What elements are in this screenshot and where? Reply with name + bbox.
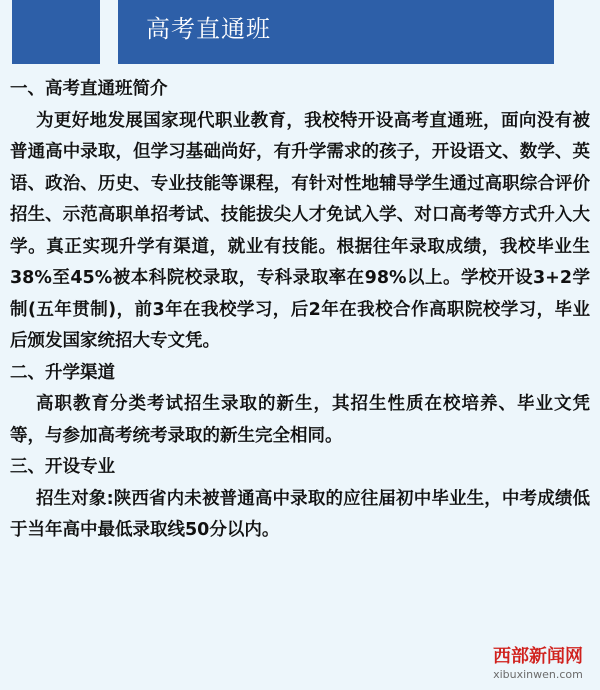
watermark-site-url: xibuxinwen.com <box>493 668 583 681</box>
section-channels <box>10 358 590 453</box>
section-heading: 三、开设专业 <box>10 457 115 477</box>
site-watermark <box>486 646 590 682</box>
document-content <box>10 74 590 547</box>
section-majors <box>10 452 590 547</box>
section-heading: 一、高考直通班简介 <box>10 79 168 99</box>
header-banner <box>118 0 554 64</box>
header-accent-block <box>12 0 100 64</box>
section-intro <box>10 74 590 358</box>
section-body: 招生对象:陕西省内未被普通高中录取的应往届初中毕业生，中考成绩低于当年高中最低录取线50分以内。 <box>10 488 590 540</box>
section-body: 为更好地发展国家现代职业教育，我校特开设高考直通班，面向没有被普通高中录取，但学习基础尚好，有升学需求的孩子，开设语文、数学、英语、政治、历史、专业技能等课程，有针对性地辅导学生通过高职综合评价招生、示范高职单招考试、技能拔尖人才免试入学、对口高考等方式升入大学。真正实现升学有渠道，就业有技能。根据往年录取成绩，我校毕业生38%至45%被本科院校录取，专科录取率在98%以上。学校开设3+2学制(五年贯制)，前3年在我校学习，后2年在我校合作高职院校学习，毕业后颁发国家统招大专文凭。 <box>10 110 590 351</box>
watermark-site-name: 西部新闻网 <box>493 646 583 667</box>
page-title: 高考直通班 <box>146 15 271 43</box>
section-body: 高职教育分类考试招生录取的新生，其招生性质在校培养、毕业文凭等，与参加高考统考录取的新生完全相同。 <box>10 394 590 446</box>
section-heading: 二、升学渠道 <box>10 362 115 383</box>
